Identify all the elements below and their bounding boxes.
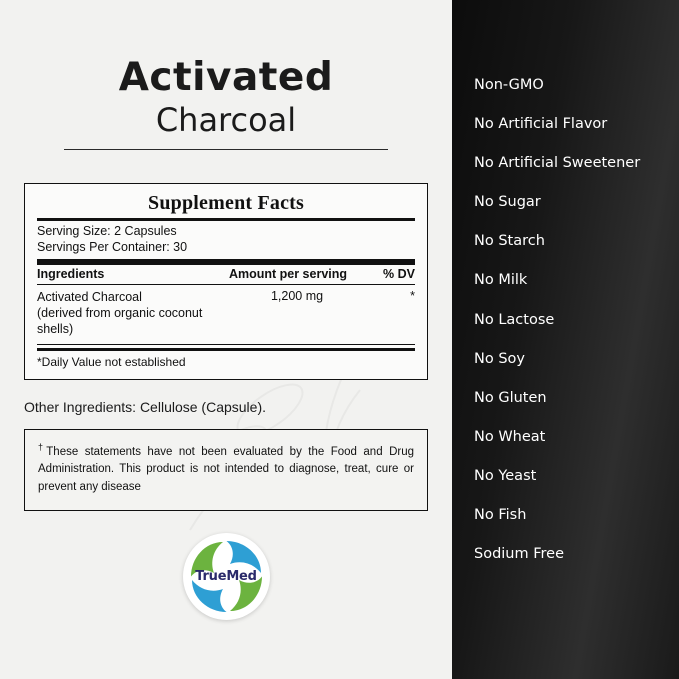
list-item: No Starch — [474, 233, 545, 250]
sf-header-dv: % DV — [383, 266, 415, 281]
sf-row-subtext: (derived from organic coconut shells) — [37, 305, 203, 336]
product-title-sub: Charcoal — [155, 100, 297, 139]
claims-panel — [452, 0, 679, 679]
list-item: Sodium Free — [474, 546, 565, 563]
list-item: No Artificial Sweetener — [474, 155, 641, 172]
brand-logo — [183, 533, 270, 620]
supplement-facts-title: Supplement Facts — [148, 192, 304, 215]
sf-footnote: *Daily Value not established — [37, 354, 186, 369]
product-title-block — [24, 55, 428, 150]
table-row — [37, 285, 415, 338]
disclaimer-marker: † — [38, 441, 47, 452]
list-item: No Soy — [474, 350, 525, 367]
fda-disclaimer — [24, 429, 428, 511]
title-divider — [64, 149, 388, 150]
servings-per-container: Servings Per Container: 30 — [37, 239, 188, 254]
list-item: No Yeast — [474, 467, 537, 484]
list-item: No Artificial Flavor — [474, 116, 608, 133]
sf-column-headers — [37, 265, 415, 284]
brand-logo-wrap — [0, 533, 452, 620]
list-item: No Lactose — [474, 311, 555, 328]
list-item: No Wheat — [474, 428, 546, 445]
sf-row-name: Activated Charcoal — [37, 289, 142, 304]
supplement-facts-panel — [24, 183, 428, 379]
serving-size: Serving Size: 2 Capsules — [37, 224, 177, 239]
list-item: No Milk — [474, 272, 528, 289]
list-item: Non-GMO — [474, 77, 544, 93]
brand-name: TrueMed — [195, 569, 257, 584]
serving-info — [37, 221, 415, 258]
product-title-main: Activated — [118, 55, 334, 100]
sf-row-name-block — [37, 289, 227, 337]
sf-header-ingredients: Ingredients — [37, 266, 105, 281]
list-item: No Gluten — [474, 389, 547, 406]
list-item: No Fish — [474, 507, 527, 524]
sf-row-amount: 1,200 mg — [270, 288, 324, 303]
sf-header-amount: Amount per serving — [228, 266, 348, 281]
list-item: No Sugar — [474, 194, 541, 211]
sf-row-dv: * — [410, 288, 415, 303]
disclaimer-text: These statements have not been evaluated by the Food and Drug Administration. This product is not intended to diagnose, treat, cure or prevent any disease — [38, 445, 414, 494]
other-ingredients: Other Ingredients: Cellulose (Capsule). — [24, 398, 267, 415]
